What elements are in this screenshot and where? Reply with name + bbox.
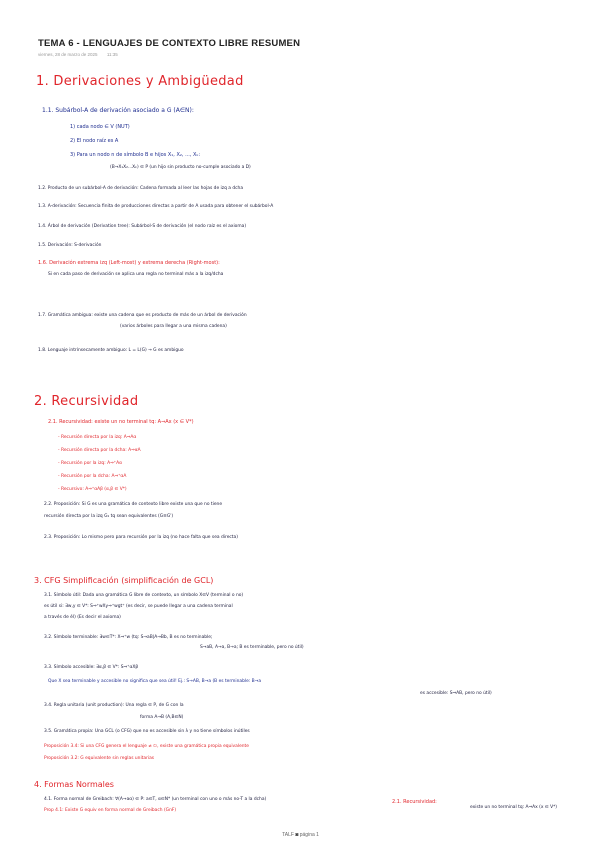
s1-item-1: 1.1. Subárbol-A de derivación asociado a G (A∈N): (42, 107, 194, 114)
s3-item-5: 3.5. Gramática propia: Una GCL (o CFG) que no es accesible sin λ y no tiene símbolos inútiles (44, 729, 250, 734)
s1-item-1d: (B→X₁X₂...Xₖ) ∈ P (un hijo sin producto no-cumple asociado a D) (110, 165, 251, 170)
date-text: viernes, 28 de marzo de 2025 (38, 52, 98, 57)
s3-item-1: 3.1. Símbolo útil: Dada una gramática G libre de contexto, un símbolo X∈V (terminal o no) (44, 593, 244, 598)
s3-item-3c: es accesible: S⇒AB, pero no útil) (420, 691, 492, 696)
s1-item-4: 1.4. Árbol de derivación (Derivation tree): Subárbol-S de derivación (el nodo raíz es el axioma) (38, 224, 247, 229)
s3-item-1c: a través de él) (Es decir el axioma) (44, 615, 121, 620)
s3-item-5c: Proposición 3.2: G equivalente sin reglas unitarias (44, 756, 155, 761)
s3-item-1b: es útil si: ∃w,y ∈ V*: S⇒⁺wXy⇒⁺wgt⁺ (es decir, se puede llegar a una cadena terminal (44, 604, 233, 609)
section-4-title: 4. Formas Normales (34, 780, 114, 789)
s1-item-1c: 3) Para un nodo n de símbolo B e hijos X₁, X₂, ..., Xₖ: (70, 152, 201, 158)
s3-item-2: 3.2. Símbolo terminable: ∃w∈T*: X⇒⁺w (tq: S→aB|A→Bb, B es no terminable; (44, 635, 213, 640)
s2-item-2: 2.2. Proposición: Si G es una gramática de contexto libre existe una que no tiene (44, 502, 223, 507)
s3-item-3b: Que X sea terminable y accesible no significa que sea útil! Ej.: S→AB, B→a (B es terminable: B→a (48, 679, 262, 684)
s1-item-3: 1.3. A-derivación: Secuencia finita de producciones directas a partir de A usada para obtener el subárbol-A (38, 204, 274, 209)
s4-side-text: existe un no terminal tq: A⇒Ax (x ∈ V*) (470, 805, 558, 810)
s1-item-2: 1.2. Producto de un subárbol-A de derivación: Cadena formada al leer las hojas de izq a dcha (38, 186, 244, 191)
s2-item-3: 2.3. Proposición: Lo mismo pero para recursión por la izq (no hace falta que sea directa) (44, 535, 238, 540)
s4-side-label: 2.1. Recursividad: (392, 799, 437, 805)
s4-item-2: Prop 4.1: Existe G equiv en forma normal de Greibach (GnF) (44, 808, 177, 813)
s2-item-1b: - Recursión directa por la dcha: A⇒αA (58, 448, 141, 453)
s1-item-7: 1.7. Gramática ambigua: existe una cadena que es producto de más de un árbol de derivación (38, 313, 247, 318)
s3-item-2b: S→aB, A→a, B→a; B es terminable, pero no útil) (200, 645, 304, 650)
s2-item-1d: - Recursión por la dcha: A⇒⁺αA (58, 474, 127, 479)
page-footer (0, 832, 601, 838)
s4-item-1: 4.1. Forma normal de Greibach: ∀(A→aα) ∈ P: a∈T, α∈N* (un terminal con uno o más no-T a la dcha) (44, 797, 267, 802)
s3-item-5b: Proposición 3.4: Si una CFG genera el lenguaje ≠ ∅, existe una gramática propia equivalente (44, 744, 249, 749)
s1-item-6: 1.6. Derivación extrema izq (Left-most) y extrema derecha (Right-most): (38, 260, 220, 266)
s1-item-1a: 1) cada nodo ∈ V (NUT) (70, 124, 130, 130)
s3-item-4: 3.4. Regla unitaria (unit production): Una regla ∈ P, de G con la (44, 703, 184, 708)
s2-item-1a: - Recursión directa por la izq: A⇒Aα (58, 435, 137, 440)
s2-item-1c: - Recursión por la izq: A⇒⁺Aα (58, 461, 122, 466)
time-text: 11:35 (106, 52, 118, 57)
s3-item-4b: forma A→B (A,B∈N) (140, 715, 184, 720)
s2-item-1e: - Recursivo: A⇒⁺αAβ (α,β ∈ V*) (58, 487, 127, 492)
s1-item-7b: (varios árboles para llegar a una misma cadena) (120, 324, 227, 329)
section-3-title: 3. CFG Simplificación (simplificación de GCL) (34, 576, 214, 585)
s1-item-1b: 2) El nodo raíz es A (70, 138, 119, 144)
section-1-title: 1. Derivaciones y Ambigüedad (36, 74, 244, 89)
page-meta (38, 52, 126, 57)
s2-item-2b: recursión directa por la izq G₁ tq sean equivalentes (G≡G') (44, 514, 174, 519)
s1-item-8: 1.8. Lenguaje intrínsecamente ambiguo: L = L(G) → G es ambiguo (38, 348, 184, 353)
footer-brand: TALF (282, 832, 294, 838)
page-title: TEMA 6 - LENGUAJES DE CONTEXTO LIBRE RESUMEN (38, 38, 301, 49)
s3-item-3: 3.3. Símbolo accesible: ∃α,β ∈ V*: S⇒⁺αXβ (44, 665, 139, 670)
s1-item-5: 1.5. Derivación: S-derivación (38, 243, 102, 248)
section-2-title: 2. Recursividad (34, 394, 139, 409)
footer-page: página 1 (299, 832, 319, 838)
s1-item-6b: Si en cada paso de derivación se aplica una regla no terminal más a la izq/dcha (48, 272, 224, 277)
s2-item-1: 2.1. Recursividad: existe un no terminal tq: A⇒Ax (x ∈ V*) (48, 419, 194, 425)
footer-logo-icon: ◙ (295, 832, 299, 838)
